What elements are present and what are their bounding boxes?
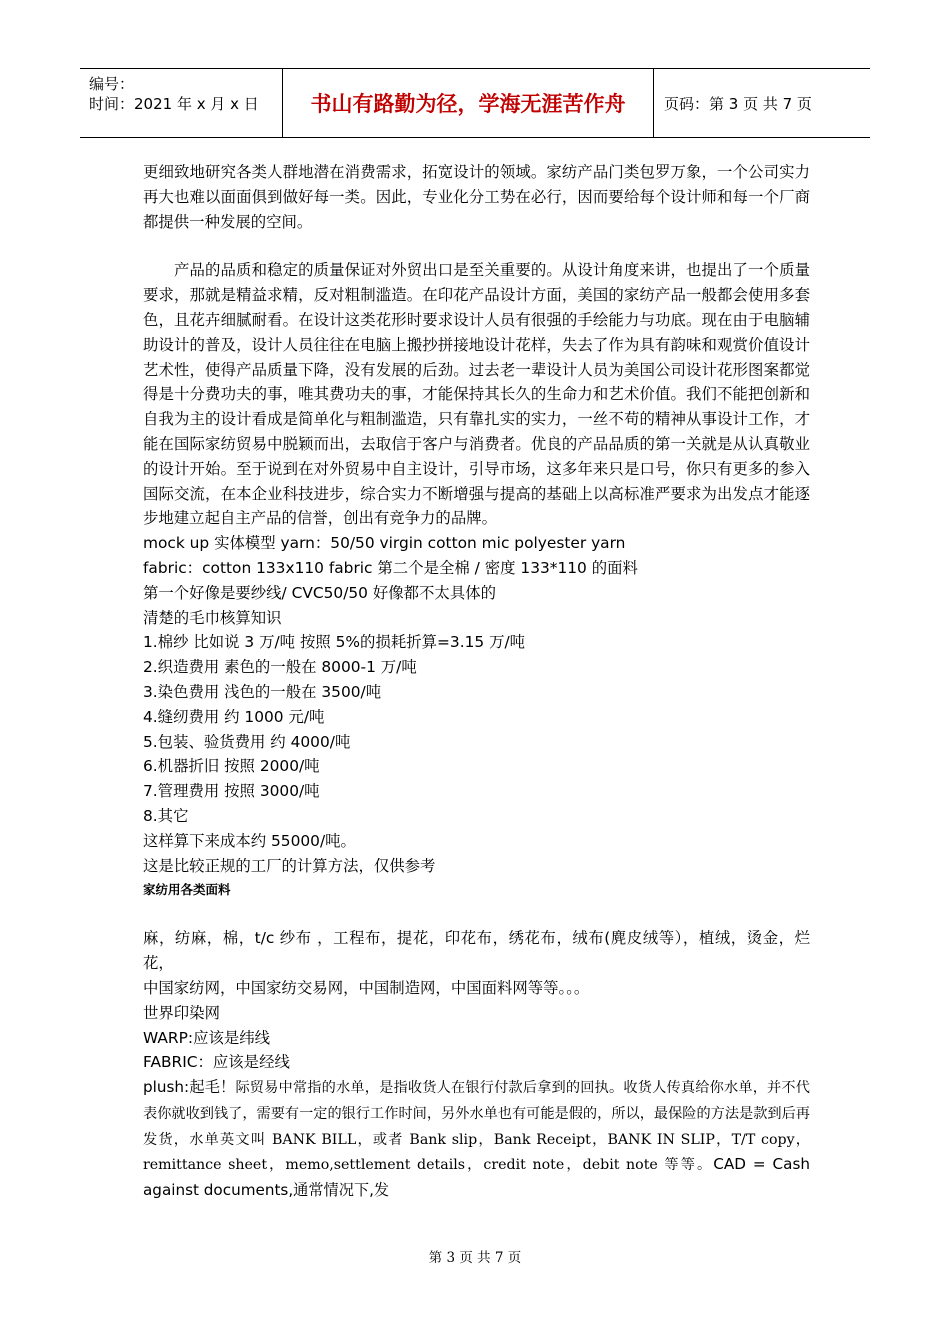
page-label: 页码：第 3 页 共 7 页 — [664, 94, 812, 113]
text-line: 世界印染网 — [143, 1003, 220, 1022]
header-page-info — [654, 69, 870, 137]
paragraph-tail: CAD = Cash against documents,通常情况下,发 — [143, 1155, 810, 1200]
text-line: 这样算下来成本约 55000/吨。 — [143, 831, 356, 850]
text-line: FABRIC：应该是经线 — [143, 1053, 290, 1072]
text-line: 7.管理费用 按照 3000/吨 — [143, 782, 320, 801]
paragraph: 更细致地研究各类人群地潜在消费需求，拓宽设计的领域。家纺产品门类包罗万象，一个公司实力再大也难以面面俱到做好每一类。因此，专业化分工势在必行，因而要给每个设计师和每一个厂商都提供一种发展的空间。 — [143, 163, 810, 231]
text-line: 清楚的毛巾核算知识 — [143, 608, 282, 627]
text-lines-list — [143, 531, 810, 878]
text-line: 1.棉纱 比如说 3 万/吨 按照 5%的损耗折算=3.15 万/吨 — [143, 633, 526, 652]
page-footer: 第 3 页 共 7 页 — [428, 1250, 522, 1266]
text-line: 4.缝纫费用 约 1000 元/吨 — [143, 707, 325, 726]
paragraph-lead: plush:起毛！ — [143, 1078, 236, 1097]
text-lines-list — [143, 976, 810, 1075]
paragraph-serif-text: 际贸易中常指的水单，是指收货人在银行付款后拿到的回执。收货人传真给你水单，并不代表你就收到钱了，需要有一定的银行工作时间，另外水单也有可能是假的，所以，最保险的方法是款到后再发货，水单英文叫 BANK BILL，或者 Bank slip，Bank Receipt，BANK IN SLIP，T/T copy，remittance sheet，memo,settlement details，credit note，debit note 等等。 — [143, 1080, 810, 1174]
text-line: 第一个好像是要纱线/ CVC50/50 好像都不太具体的 — [143, 583, 496, 602]
text-line: fabric：cotton 133x110 fabric 第二个是全棉 / 密度 133*110 的面料 — [143, 558, 638, 577]
number-label: 编号： — [89, 75, 135, 93]
text-line: 6.机器折旧 按照 2000/吨 — [143, 757, 320, 776]
page-header — [80, 68, 870, 138]
last-paragraph — [143, 1075, 810, 1203]
text-line: 2.织造费用 素色的一般在 8000-1 万/吨 — [143, 658, 417, 677]
text-line: 3.染色费用 浅色的一般在 3500/吨 — [143, 682, 382, 701]
paragraph: 产品的品质和稳定的质量保证对外贸出口是至关重要的。从设计角度来讲，也提出了一个质量要求，那就是精益求精，反对粗制滥造。在印花产品设计方面，美国的家纺产品一般都会使用多套色，且花卉细腻耐看。在设计这类花形时要求设计人员有很强的手绘能力与功底。现在由于电脑辅助设计的普及，设计人员往往在电脑上搬抄拼接地设计花样，失去了作为具有韵味和观赏价值设计艺术性，使得产品质量下降，没有发展的后劲。过去老一辈设计人员为美国公司设计花形图案都觉得是十分费功夫的事，唯其费功夫的事，才能保持其长久的生命力和艺术价值。我们不能把创新和自我为主的设计看成是简单化与粗制滥造，只有靠扎实的实力，一丝不苟的精神从事设计工作，才能在国际家纺贸易中脱颖而出，去取信于客户与消费者。优良的产品品质的第一关就是从认真敬业的设计开始。至于说到在对外贸易中自主设计，引导市场，这多年来只是口号，你只有更多的参入国际交流，在本企业科技进步，综合实力不断增强与提高的基础上以高标准严要求为出发点才能逐步地建立起自主产品的信誉，创出有竞争力的品牌。 — [143, 261, 810, 528]
document-body — [143, 160, 810, 1203]
text-line: 8.其它 — [143, 806, 189, 825]
text-line: 5.包装、验货费用 约 4000/吨 — [143, 732, 351, 751]
text-line: 这是比较正规的工厂的计算方法，仅供参考 — [143, 856, 436, 875]
header-meta — [80, 69, 283, 137]
section-title: 家纺用各类面料 — [143, 882, 231, 898]
text-line: WARP:应该是纬线 — [143, 1028, 271, 1047]
text-line: mock up 实体模型 yarn：50/50 virgin cotton mic polyester yarn — [143, 534, 626, 553]
time-label: 时间：2021 年 x 月 x 日 — [89, 95, 259, 113]
text-line: 中国家纺网，中国家纺交易网，中国制造网，中国面料网等等。。。 — [143, 978, 590, 997]
fabrics-paragraph: 麻，纺麻，棉，t/c 纱布 ，工程布，提花，印花布，绣花布，绒布(麂皮绒等），植绒，烫金，烂花， — [143, 929, 810, 973]
header-motto: 书山有路勤为径，学海无涯苦作舟 — [283, 69, 654, 137]
